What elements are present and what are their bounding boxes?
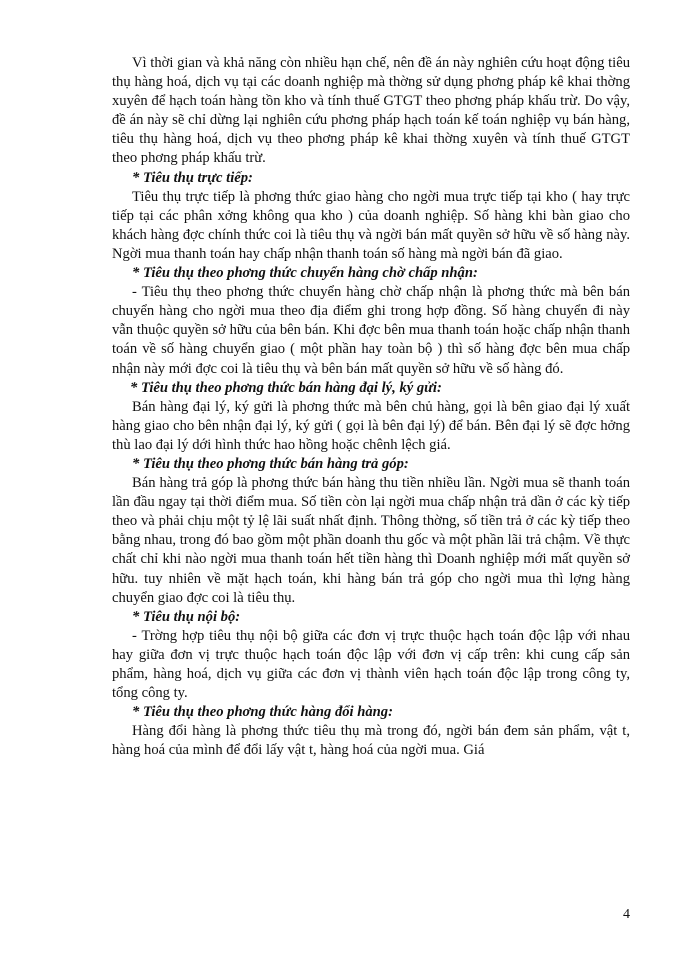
paragraph-barter-sales: Hàng đổi hàng là phơng thức tiêu thụ mà trong đó, ngời bán đem sản phẩm, vật t, hàng hoá của mình để đổi lấy vật t, hàng hoá của ngời mua. Giá — [112, 723, 630, 759]
paragraph-scope: Vì thời gian và khả năng còn nhiều hạn chế, nên đề án này nghiên cứu hoạt động tiêu thụ hàng hoá, dịch vụ tại các doanh nghiệp mà thờng sử dụng phơng pháp kê khai thờng xuyên để hạch toán hàng tồn kho và tính thuế GTGT theo phơng pháp khấu trừ. Do vậy, đề án này sẽ chỉ dừng lại nghiên cứu phơng pháp hạch toán kế toán nghiệp vụ bán hàng, tiêu thụ hàng hoá, dịch vụ theo phơng pháp kê khai thờng xuyên và tính thuế GTGT theo phơng pháp khấu trừ. — [112, 55, 630, 167]
heading-barter-sales: * Tiêu thụ theo phơng thức hàng đổi hàng: — [132, 704, 393, 721]
heading-internal-sales: * Tiêu thụ nội bộ: — [132, 608, 241, 625]
paragraph-direct-sales: Tiêu thụ trực tiếp là phơng thức giao hàng cho ngời mua trực tiếp tại kho ( hay trực tiếp tại các phân xởng không qua kho ) của doanh nghiệp. Số hàng khi bàn giao cho khách hàng đợc chính thức coi là tiêu thụ và ngời bán mất quyền sở hữu về số hàng này. Ngời mua thanh toán hay chấp nhận thanh toán số hàng mà ngời bán đã giao. — [112, 188, 630, 262]
page-number: 4 — [623, 907, 630, 922]
heading-direct-sales: * Tiêu thụ trực tiếp: — [132, 169, 253, 186]
heading-agency-sales: * Tiêu thụ theo phơng thức bán hàng đại lý, ký gửi: — [130, 379, 442, 396]
paragraph-internal-sales: - Trờng hợp tiêu thụ nội bộ giữa các đơn vị trực thuộc hạch toán độc lập với nhau hay giữa đơn vị trực thuộc hạch toán độc lập với đơn vị cấp trên: khi cung cấp sản phẩm, hàng hoá, dịch vụ giữa các đơn vị thành viên hạch toán độc lập trong công ty, tổng công ty. — [112, 627, 630, 702]
body-text — [112, 54, 630, 760]
paragraph-installment-sales: Bán hàng trả góp là phơng thức bán hàng thu tiền nhiều lần. Ngời mua sẽ thanh toán lần đầu ngay tại thời điểm mua. Số tiền còn lại ngời mua chấp nhận trả dần ở các kỳ tiếp theo và phải chịu một tỷ lệ lãi suất nhất định. Thông thờng, số tiền trả ở các kỳ tiếp theo bằng nhau, trong đó bao gồm một phần doanh thu gốc và một phần lãi trả chậm. Về thực chất chỉ khi nào ngời mua thanh toán hết tiền hàng thì Doanh nghiệp mới mất quyền sở hữu. tuy nhiên về mặt hạch toán, khi hàng bán trả góp cho ngời mua thì lợng hàng chuyển giao đợc coi là tiêu thụ. — [112, 475, 630, 606]
paragraph-agency-sales: Bán hàng đại lý, ký gửi là phơng thức mà bên chủ hàng, gọi là bên giao đại lý xuất hàng giao cho bên nhận đại lý, ký gửi ( gọi là bên đại lý) để bán. Bên đại lý sẽ đợc hởng thù lao đại lý dới hình thức hao hồng hoặc chênh lệch giá. — [112, 398, 630, 453]
heading-installment-sales: * Tiêu thụ theo phơng thức bán hàng trả góp: — [132, 455, 409, 472]
paragraph-consignment-pending: - Tiêu thụ theo phơng thức chuyển hàng chờ chấp nhận là phơng thức mà bên bán chuyển hàng cho ngời mua theo địa điểm ghi trong hợp đồng. Số hàng chuyển đi này vẫn thuộc quyền sở hữu của bên bán. Khi đợc bên mua thanh toán hoặc chấp nhận thanh toán về số hàng chuyển giao ( một phần hay toàn bộ ) thì số hàng đợc bên mua chấp nhận này mới đợc coi là tiêu thụ và bên bán mất quyền sở hữu về số hàng đó. — [112, 284, 630, 377]
heading-consignment-pending: * Tiêu thụ theo phơng thức chuyển hàng chờ chấp nhận: — [132, 265, 478, 282]
